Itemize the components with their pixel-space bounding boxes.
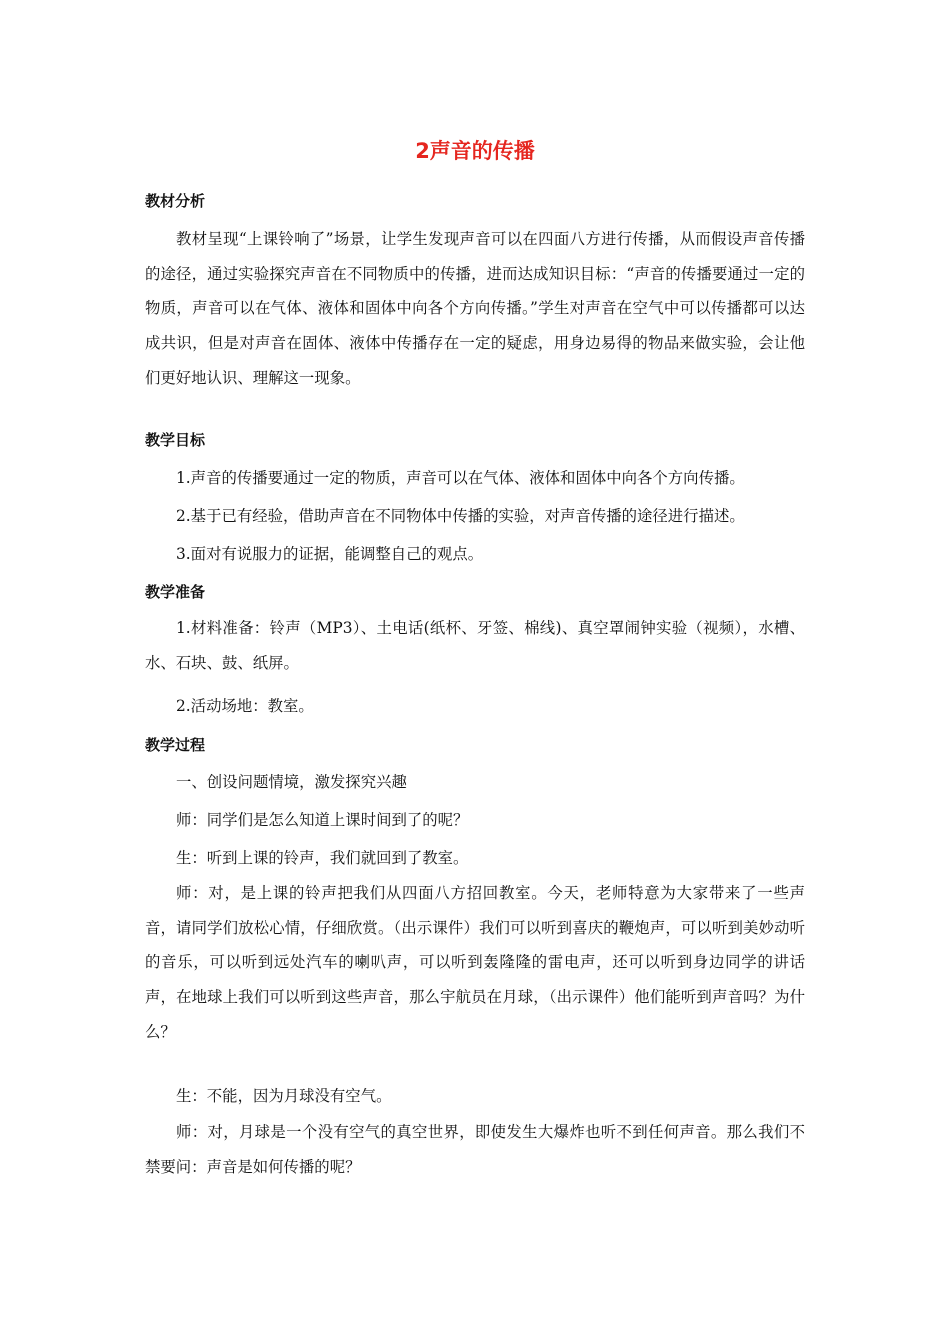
goal-item-3: 3.面对有说服力的证据，能调整自己的观点。 — [176, 545, 484, 563]
goal-item-1: 1.声音的传播要通过一定的物质，声音可以在气体、液体和固体中向各个方向传播。 — [176, 469, 745, 487]
process-paragraph-2: 师：对，月球是一个没有空气的真空世界，即使发生大爆炸也听不到任何声音。那么我们不禁要问：声音是如何传播的呢？ — [145, 1123, 805, 1176]
process-line-2: 师：同学们是怎么知道上课时间到了的呢？ — [176, 811, 469, 829]
section-heading-analysis: 教材分析 — [145, 192, 206, 210]
goal-item-2: 2.基于已有经验，借助声音在不同物体中传播的实验，对声音传播的途径进行描述。 — [176, 507, 745, 525]
preparation-item-2: 2.活动场地：教室。 — [176, 697, 314, 715]
section-heading-preparation: 教学准备 — [145, 583, 206, 601]
section-heading-process: 教学过程 — [145, 736, 206, 754]
section-heading-goals: 教学目标 — [145, 431, 206, 449]
process-line-1: 一、创设问题情境，激发探究兴趣 — [176, 773, 407, 791]
process-paragraph-1: 师：对，是上课的铃声把我们从四面八方招回教室。今天，老师特意为大家带来了一些声音，请同学们放松心情，仔细欣赏。（出示课件）我们可以听到喜庆的鞭炮声，可以听到美妙动听的音乐，可以听到远处汽车的喇叭声，可以听到轰隆隆的雷电声，还可以听到身边同学的讲话声，在地球上我们可以听到这些声音，那么宇航员在月球，（出示课件）他们能听到声音吗？为什么？ — [145, 884, 805, 1041]
analysis-paragraph: 教材呈现“上课铃响了”场景，让学生发现声音可以在四面八方进行传播，从而假设声音传播的途径，通过实验探究声音在不同物质中的传播，进而达成知识目标：“声音的传播要通过一定的物质，声音可以在气体、液体和固体中向各个方向传播。”学生对声音在空气中可以传播都可以达成共识，但是对声音在固体、液体中传播存在一定的疑虑，用身边易得的物品来做实验，会让他们更好地认识、理解这一现象。 — [145, 230, 805, 387]
process-line-4: 生：不能，因为月球没有空气。 — [176, 1087, 392, 1105]
document-page — [145, 0, 805, 1344]
preparation-item-1: 1.材料准备：铃声（MP3）、土电话(纸杯、牙签、棉线)、真空罩闹钟实验（视频），水槽、水、石块、鼓、纸屏。 — [145, 619, 805, 672]
process-line-3: 生：听到上课的铃声，我们就回到了教室。 — [176, 849, 469, 867]
page-title: 2声音的传播 — [415, 139, 535, 163]
